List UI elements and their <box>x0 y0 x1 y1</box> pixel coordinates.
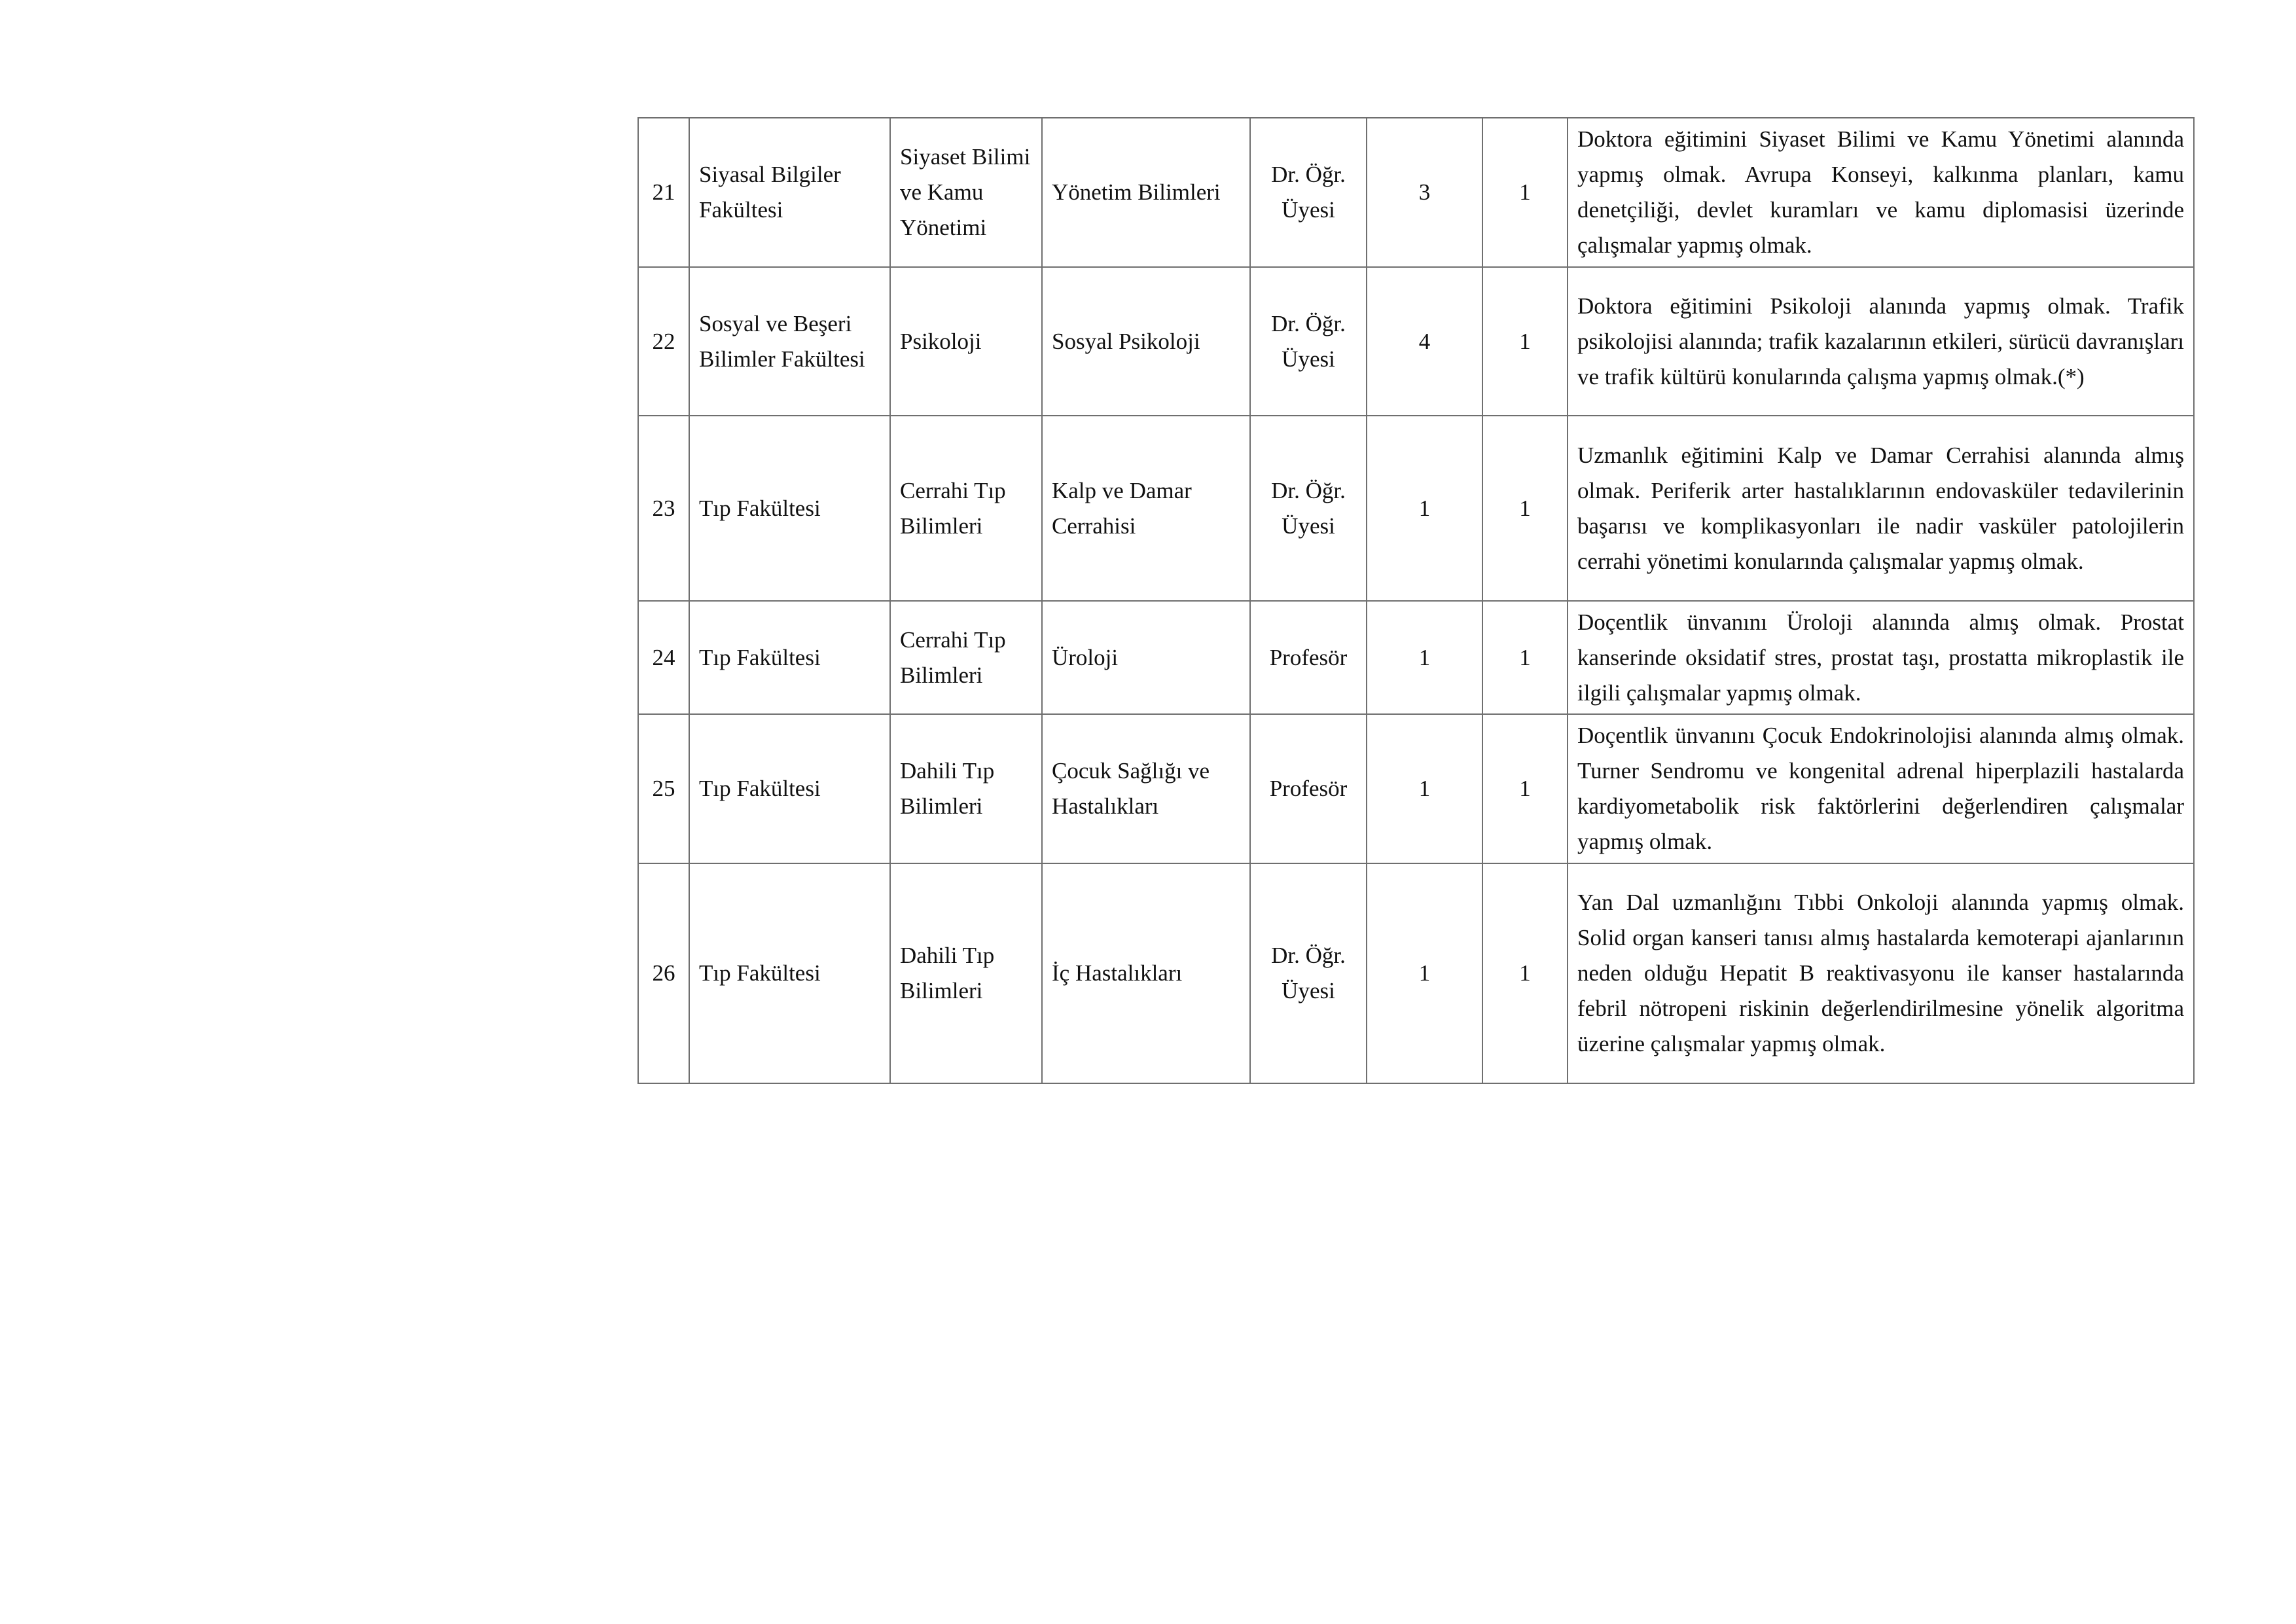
title-cell: Dr. Öğr. Üyesi <box>1250 863 1367 1083</box>
department-cell: Cerrahi Tıp Bilimleri <box>890 601 1042 714</box>
faculty-cell: Tıp Fakültesi <box>689 416 890 601</box>
table-row <box>638 714 2194 863</box>
faculty-cell: Tıp Fakültesi <box>689 601 890 714</box>
count-cell: 1 <box>1482 416 1568 601</box>
degree-cell: 4 <box>1367 267 1482 416</box>
field-cell: Sosyal Psikoloji <box>1042 267 1250 416</box>
requirement-cell: Doçentlik ünvanını Çocuk Endokrinolojisi alanında almış olmak. Turner Sendromu ve kongenital adrenal hiperplazili hastalarda kardiyometabolik risk faktörlerini değerlendiren çalışmalar yapmış olmak. <box>1568 714 2194 863</box>
row-number: 26 <box>638 863 689 1083</box>
requirement-cell: Doçentlik ünvanını Üroloji alanında almış olmak. Prostat kanserinde oksidatif stres, prostat taşı, prostatta mikroplastik ile ilgili çalışmalar yapmış olmak. <box>1568 601 2194 714</box>
row-number: 24 <box>638 601 689 714</box>
department-cell: Dahili Tıp Bilimleri <box>890 714 1042 863</box>
field-cell: Yönetim Bilimleri <box>1042 118 1250 267</box>
department-cell: Dahili Tıp Bilimleri <box>890 863 1042 1083</box>
table-body <box>638 118 2194 1083</box>
count-cell: 1 <box>1482 601 1568 714</box>
title-cell: Profesör <box>1250 601 1367 714</box>
row-number: 21 <box>638 118 689 267</box>
department-cell: Cerrahi Tıp Bilimleri <box>890 416 1042 601</box>
table-row <box>638 118 2194 267</box>
degree-cell: 1 <box>1367 416 1482 601</box>
count-cell: 1 <box>1482 863 1568 1083</box>
table-row <box>638 267 2194 416</box>
requirement-cell: Doktora eğitimini Siyaset Bilimi ve Kamu Yönetimi alanında yapmış olmak. Avrupa Konseyi, kalkınma planları, kamu denetçiliği, devlet kuramları ve kamu diplomasisi üzerinde çalışmalar yapmış olmak. <box>1568 118 2194 267</box>
requirement-cell: Doktora eğitimini Psikoloji alanında yapmış olmak. Trafik psikolojisi alanında; trafik kazalarının etkileri, sürücü davranışları ve trafik kültürü konularında çalışma yapmış olmak.(*) <box>1568 267 2194 416</box>
table-row <box>638 601 2194 714</box>
field-cell: İç Hastalıkları <box>1042 863 1250 1083</box>
requirement-cell: Uzmanlık eğitimini Kalp ve Damar Cerrahisi alanında almış olmak. Periferik arter hastalıklarının endovasküler tedavilerinin başarısı ve komplikasyonları ile nadir vasküler patolojilerin cerrahi yönetimi konularında çalışmalar yapmış olmak. <box>1568 416 2194 601</box>
faculty-cell: Sosyal ve Beşeri Bilimler Fakültesi <box>689 267 890 416</box>
table-row <box>638 863 2194 1083</box>
table-row <box>638 416 2194 601</box>
faculty-cell: Tıp Fakültesi <box>689 714 890 863</box>
title-cell: Dr. Öğr. Üyesi <box>1250 416 1367 601</box>
faculty-cell: Siyasal Bilgiler Fakültesi <box>689 118 890 267</box>
row-number: 25 <box>638 714 689 863</box>
degree-cell: 1 <box>1367 601 1482 714</box>
count-cell: 1 <box>1482 714 1568 863</box>
field-cell: Çocuk Sağlığı ve Hastalıkları <box>1042 714 1250 863</box>
row-number: 23 <box>638 416 689 601</box>
row-number: 22 <box>638 267 689 416</box>
faculty-cell: Tıp Fakültesi <box>689 863 890 1083</box>
degree-cell: 1 <box>1367 863 1482 1083</box>
count-cell: 1 <box>1482 267 1568 416</box>
requirement-cell: Yan Dal uzmanlığını Tıbbi Onkoloji alanında yapmış olmak. Solid organ kanseri tanısı almış hastalarda kemoterapi ajanlarının neden olduğu Hepatit B reaktivasyonu ile kanser hastalarında febril nötropeni riskinin değerlendirilmesine yönelik algoritma üzerine çalışmalar yapmış olmak. <box>1568 863 2194 1083</box>
field-cell: Üroloji <box>1042 601 1250 714</box>
faculty-positions-table <box>637 117 2195 1084</box>
count-cell: 1 <box>1482 118 1568 267</box>
title-cell: Dr. Öğr. Üyesi <box>1250 267 1367 416</box>
field-cell: Kalp ve Damar Cerrahisi <box>1042 416 1250 601</box>
degree-cell: 3 <box>1367 118 1482 267</box>
title-cell: Profesör <box>1250 714 1367 863</box>
title-cell: Dr. Öğr. Üyesi <box>1250 118 1367 267</box>
department-cell: Psikoloji <box>890 267 1042 416</box>
department-cell: Siyaset Bilimi ve Kamu Yönetimi <box>890 118 1042 267</box>
degree-cell: 1 <box>1367 714 1482 863</box>
